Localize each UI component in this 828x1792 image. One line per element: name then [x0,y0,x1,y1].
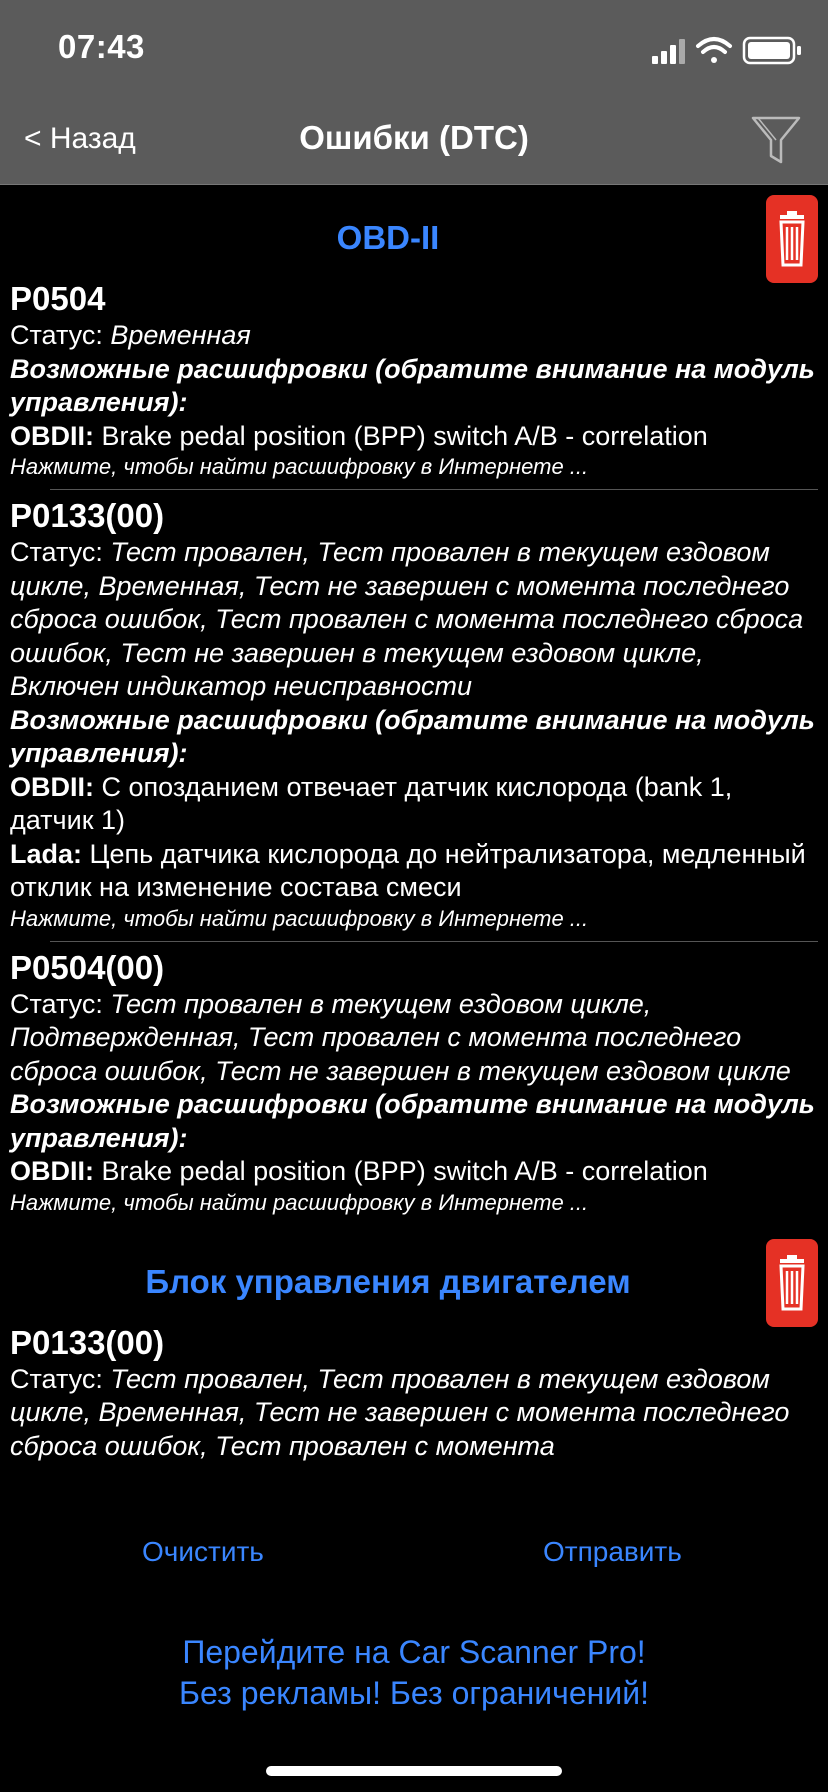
status-value: Временная [110,320,251,350]
search-online-link[interactable]: Нажмите, чтобы найти расшифровку в Интернете ... [10,454,589,479]
status-bar [0,0,828,100]
status-label: Статус: [10,988,103,1019]
dtc-item[interactable] [0,496,828,933]
clear-button[interactable]: Очистить [142,1536,264,1567]
promo-line-2: Без рекламы! Без ограничений! [179,1675,649,1711]
status-icons [628,36,828,66]
dtc-code: P0133(00) [10,497,165,534]
dtc-code: P0504 [10,280,106,317]
decode-source: OBDII: [10,420,94,451]
cellular-signal-icon [652,39,685,64]
page-title: Ошибки (DTC) [299,119,529,156]
search-online-link[interactable]: Нажмите, чтобы найти расшифровку в Интернете ... [10,1189,589,1215]
wifi-icon [698,39,730,63]
possible-decodes-label: Возможные расшифровки (обратите внимание на модуль управления): [10,1089,815,1153]
decode-text: Brake pedal position (BPP) switch A/B - correlation [101,1156,708,1186]
delete-section-button[interactable] [766,1239,818,1327]
decode-text: Brake pedal position (BPP) switch A/B - correlation [101,420,708,451]
status-value: Тест провален, Тест провален в текущем ездовом цикле, Временная, Тест не завершен с момента последнего сброса ошибок, Тест провален с момента [10,1363,790,1461]
divider [50,941,818,942]
divider [50,489,818,490]
trash-icon [766,195,818,283]
decode-entry [10,771,818,838]
dtc-code: P0133(00) [10,1323,165,1361]
decode-text: Цепь датчика кислорода до нейтрализатора, медленный отклик на изменение состава смеси [10,838,806,902]
status-label: Статус: [10,1363,103,1394]
section-header-obd2 [0,185,828,273]
dtc-item[interactable] [0,279,828,481]
decode-source: Lada: [10,838,83,869]
status-value: Тест провален, Тест провален в текущем ездовом цикле, Временная, Тест не завершен с момента последнего сброса ошибок, Тест провален с момента последнего сброса ошибок, Тест не завершен в текущем ездовом цикле, Включен индикатор неисправности [10,537,804,701]
section-title: Блок управления двигателем [145,1262,631,1300]
status-label: Статус: [10,537,103,567]
search-online-link[interactable]: Нажмите, чтобы найти расшифровку в Интернете ... [10,905,589,931]
dtc-code: P0504(00) [10,948,165,986]
dtc-status [10,988,818,1089]
dtc-status [10,319,818,353]
back-button[interactable]: < Назад [24,122,136,155]
decode-entry [10,420,818,454]
decode-source: OBDII: [10,771,94,802]
home-indicator[interactable] [266,1766,562,1776]
status-value: Тест провален в текущем ездовом цикле, Подтвержденная, Тест провален с момента последнего сброса ошибок, Тест не завершен в текущем ездовом цикле [10,988,791,1086]
dtc-item[interactable] [0,948,828,1217]
decode-entry [10,1155,818,1189]
dtc-status [10,1363,818,1464]
decode-text: С опозданием отвечает датчик кислорода (bank 1, датчик 1) [10,771,733,835]
nav-bar [0,100,828,185]
possible-decodes-label: Возможные расшифровки (обратите внимание на модуль управления): [10,704,815,768]
decode-entry [10,838,818,905]
decode-source: OBDII: [10,1156,94,1186]
pro-upgrade-banner[interactable] [0,1632,828,1714]
send-button[interactable]: Отправить [543,1536,682,1567]
dtc-status [10,536,818,704]
trash-icon [766,1239,818,1327]
promo-line-1: Перейдите на Car Scanner Pro! [182,1634,646,1670]
filter-icon[interactable] [750,112,802,168]
section-title: OBD-II [336,219,440,256]
bottom-toolbar [0,1520,828,1590]
status-time: 07:43 [58,28,145,65]
dtc-list[interactable] [0,185,828,1485]
dtc-item[interactable] [0,1323,828,1464]
section-header-engine [0,1229,828,1317]
battery-icon [744,38,801,63]
possible-decodes-label: Возможные расшифровки (обратите внимание на модуль управления): [10,353,815,417]
delete-section-button[interactable] [766,195,818,283]
status-label: Статус: [10,320,103,350]
